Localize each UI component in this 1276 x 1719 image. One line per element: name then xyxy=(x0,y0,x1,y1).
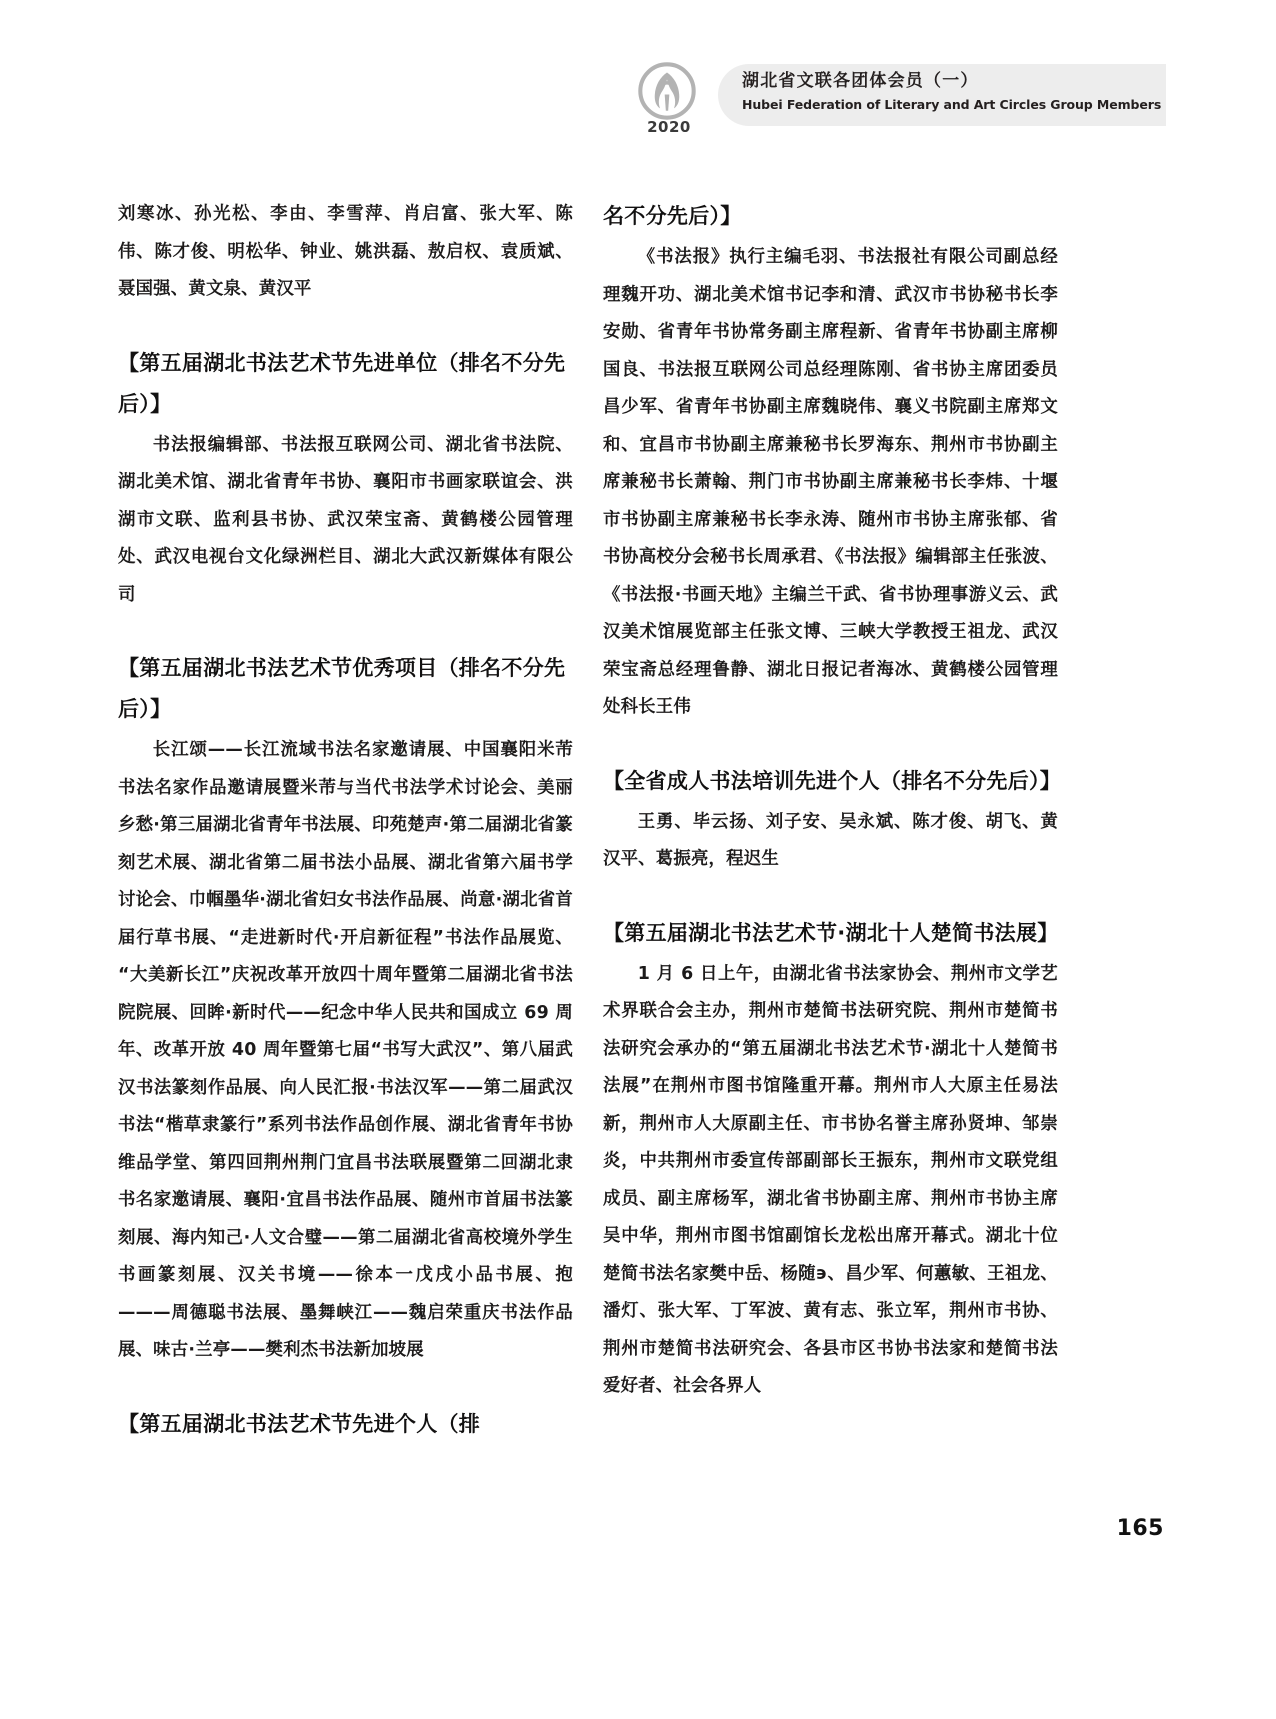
paragraph-advanced-units: 书法报编辑部、书法报互联网公司、湖北省书法院、湖北美术馆、湖北省青年书协、襄阳市书画家联谊会、洪湖市文联、监利县书协、武汉荣宝斋、黄鹤楼公园管理处、武汉电视台文化绿洲栏目、湖北大武汉新媒体有限公司 xyxy=(118,434,573,605)
spacer xyxy=(118,614,573,648)
hubei-federation-logo-icon xyxy=(638,62,696,120)
logo-wrap xyxy=(630,62,716,138)
spacer xyxy=(603,879,1058,913)
heading-adult-training: 【全省成人书法培训先进个人（排名不分先后）】 xyxy=(603,768,1062,793)
left-column xyxy=(118,196,573,1445)
spacer xyxy=(118,309,573,343)
paragraph-names-continued: 刘寒冰、孙光松、李由、李雪萍、肖启富、张大军、陈伟、陈才俊、明松华、钟业、姚洪磊、敖启权、袁质斌、聂国强、黄文泉、黄汉平 xyxy=(118,204,573,299)
header-title-cn: 湖北省文联各团体会员（一） xyxy=(742,71,979,91)
page-number: 165 xyxy=(1116,1516,1164,1541)
running-header xyxy=(630,62,1166,138)
heading-excellent-projects: 【第五届湖北书法艺术节优秀项目（排名不分先后）】 xyxy=(118,656,566,721)
right-column xyxy=(603,196,1062,1406)
body-columns xyxy=(118,196,1158,1486)
paragraph-excellent-projects: 长江颂——长江流域书法名家邀请展、中国襄阳米芾书法名家作品邀请展暨米芾与当代书法学术讨论会、美丽乡愁·第三届湖北省青年书法展、印苑楚声·第二届湖北省篆刻艺术展、湖北省第二届书法小品展、湖北省第六届书学讨论会、巾帼墨华·湖北省妇女书法作品展、尚意·湖北省首届行草书展、“走进新时代·开启新征程”书法作品展览、“大美新长江”庆祝改革开放四十周年暨第二届湖北省书法院院展、回眸·新时代——纪念中华人民共和国成立 69 周年、改革开放 40 周年暨第七届“书写大武汉”、第八届武汉书法篆刻作品展、向人民汇报·书法汉军——第二届武汉书法“楷草隶篆行”系列书法作品创作展、湖北省青年书协维品学堂、第四回荆州荆门宜昌书法联展暨第二回湖北隶书名家邀请展、襄阳·宜昌书法作品展、随州市首届书法篆刻展、海内知己·人文合璧——第二届湖北省高校境外学生书画篆刻展、汉关书境——徐本一戊戌小品书展、抱———周德聪书法展、墨舞峡江——魏启荣重庆书法作品展、味古·兰亭——樊利杰书法新加坡展 xyxy=(118,740,573,1360)
logo-year: 2020 xyxy=(647,118,691,136)
header-text-group xyxy=(742,68,1161,116)
spacer xyxy=(603,727,1058,761)
heading-advanced-individuals: 【第五届湖北书法艺术节先进个人（排 xyxy=(118,1411,481,1436)
paragraph-advanced-individuals: 《书法报》执行主编毛羽、书法报社有限公司副总经理魏开功、湖北美术馆书记李和清、武汉市书协秘书长李安勋、省青年书协常务副主席程新、省青年书协副主席柳国良、书法报互联网公司总经理陈刚、省书协主席团委员昌少军、省青年书协副主席魏晓伟、襄义书院副主席郑文和、宜昌市书协副主席兼秘书长罗海东、荆州市书协副主席兼秘书长萧翰、荆门市书协副主席兼秘书长李炜、十堰市书协副主席兼秘书长李永涛、随州市书协主席张郁、省书协高校分会秘书长周承君、《书法报》编辑部主任张波、《书法报·书画天地》主编兰干武、省书协理事游义云、武汉美术馆展览部主任张文博、三峡大学教授王祖龙、武汉荣宝斋总经理鲁静、湖北日报记者海冰、黄鹤楼公园管理处科长王伟 xyxy=(603,247,1058,717)
header-title-en: Hubei Federation of Literary and Art Circles Group Members xyxy=(742,97,1162,112)
heading-advanced-individuals-continued: 名不分先后）】 xyxy=(603,204,742,228)
heading-advanced-units: 【第五届湖北书法艺术节先进单位（排名不分先后）】 xyxy=(118,350,566,416)
paragraph-chujian-exhibition: 1 月 6 日上午，由湖北省书法家协会、荆州市文学艺术界联合会主办，荆州市楚简书法研究院、荆州市楚简书法研究会承办的“第五届湖北书法艺术节·湖北十人楚简书法展”在荆州市图书馆隆重开幕。荆州市人大原主任易法新，荆州市人大原副主任、市书协名誉主席孙贤坤、邹崇炎，中共荆州市委宣传部副部长王振东，荆州市文联党组成员、副主席杨军，湖北省书协副主席、荆州市书协主席吴中华，荆州市图书馆副馆长龙松出席开幕式。湖北十位楚简书法名家樊中岳、杨随϶、昌少军、何蕙敏、王祖龙、潘灯、张大军、丁军波、黄有志、张立军，荆州市书协、荆州市楚简书法研究会、各县市区书协书法家和楚简书法爱好者、社会各界人 xyxy=(603,963,1058,1396)
paragraph-adult-training: 王勇、毕云扬、刘子安、吴永斌、陈才俊、胡飞、黄汉平、葛振亮，程迟生 xyxy=(603,811,1058,869)
spacer xyxy=(118,1370,573,1404)
heading-chujian-exhibition: 【第五届湖北书法艺术节·湖北十人楚简书法展】 xyxy=(603,920,1059,945)
